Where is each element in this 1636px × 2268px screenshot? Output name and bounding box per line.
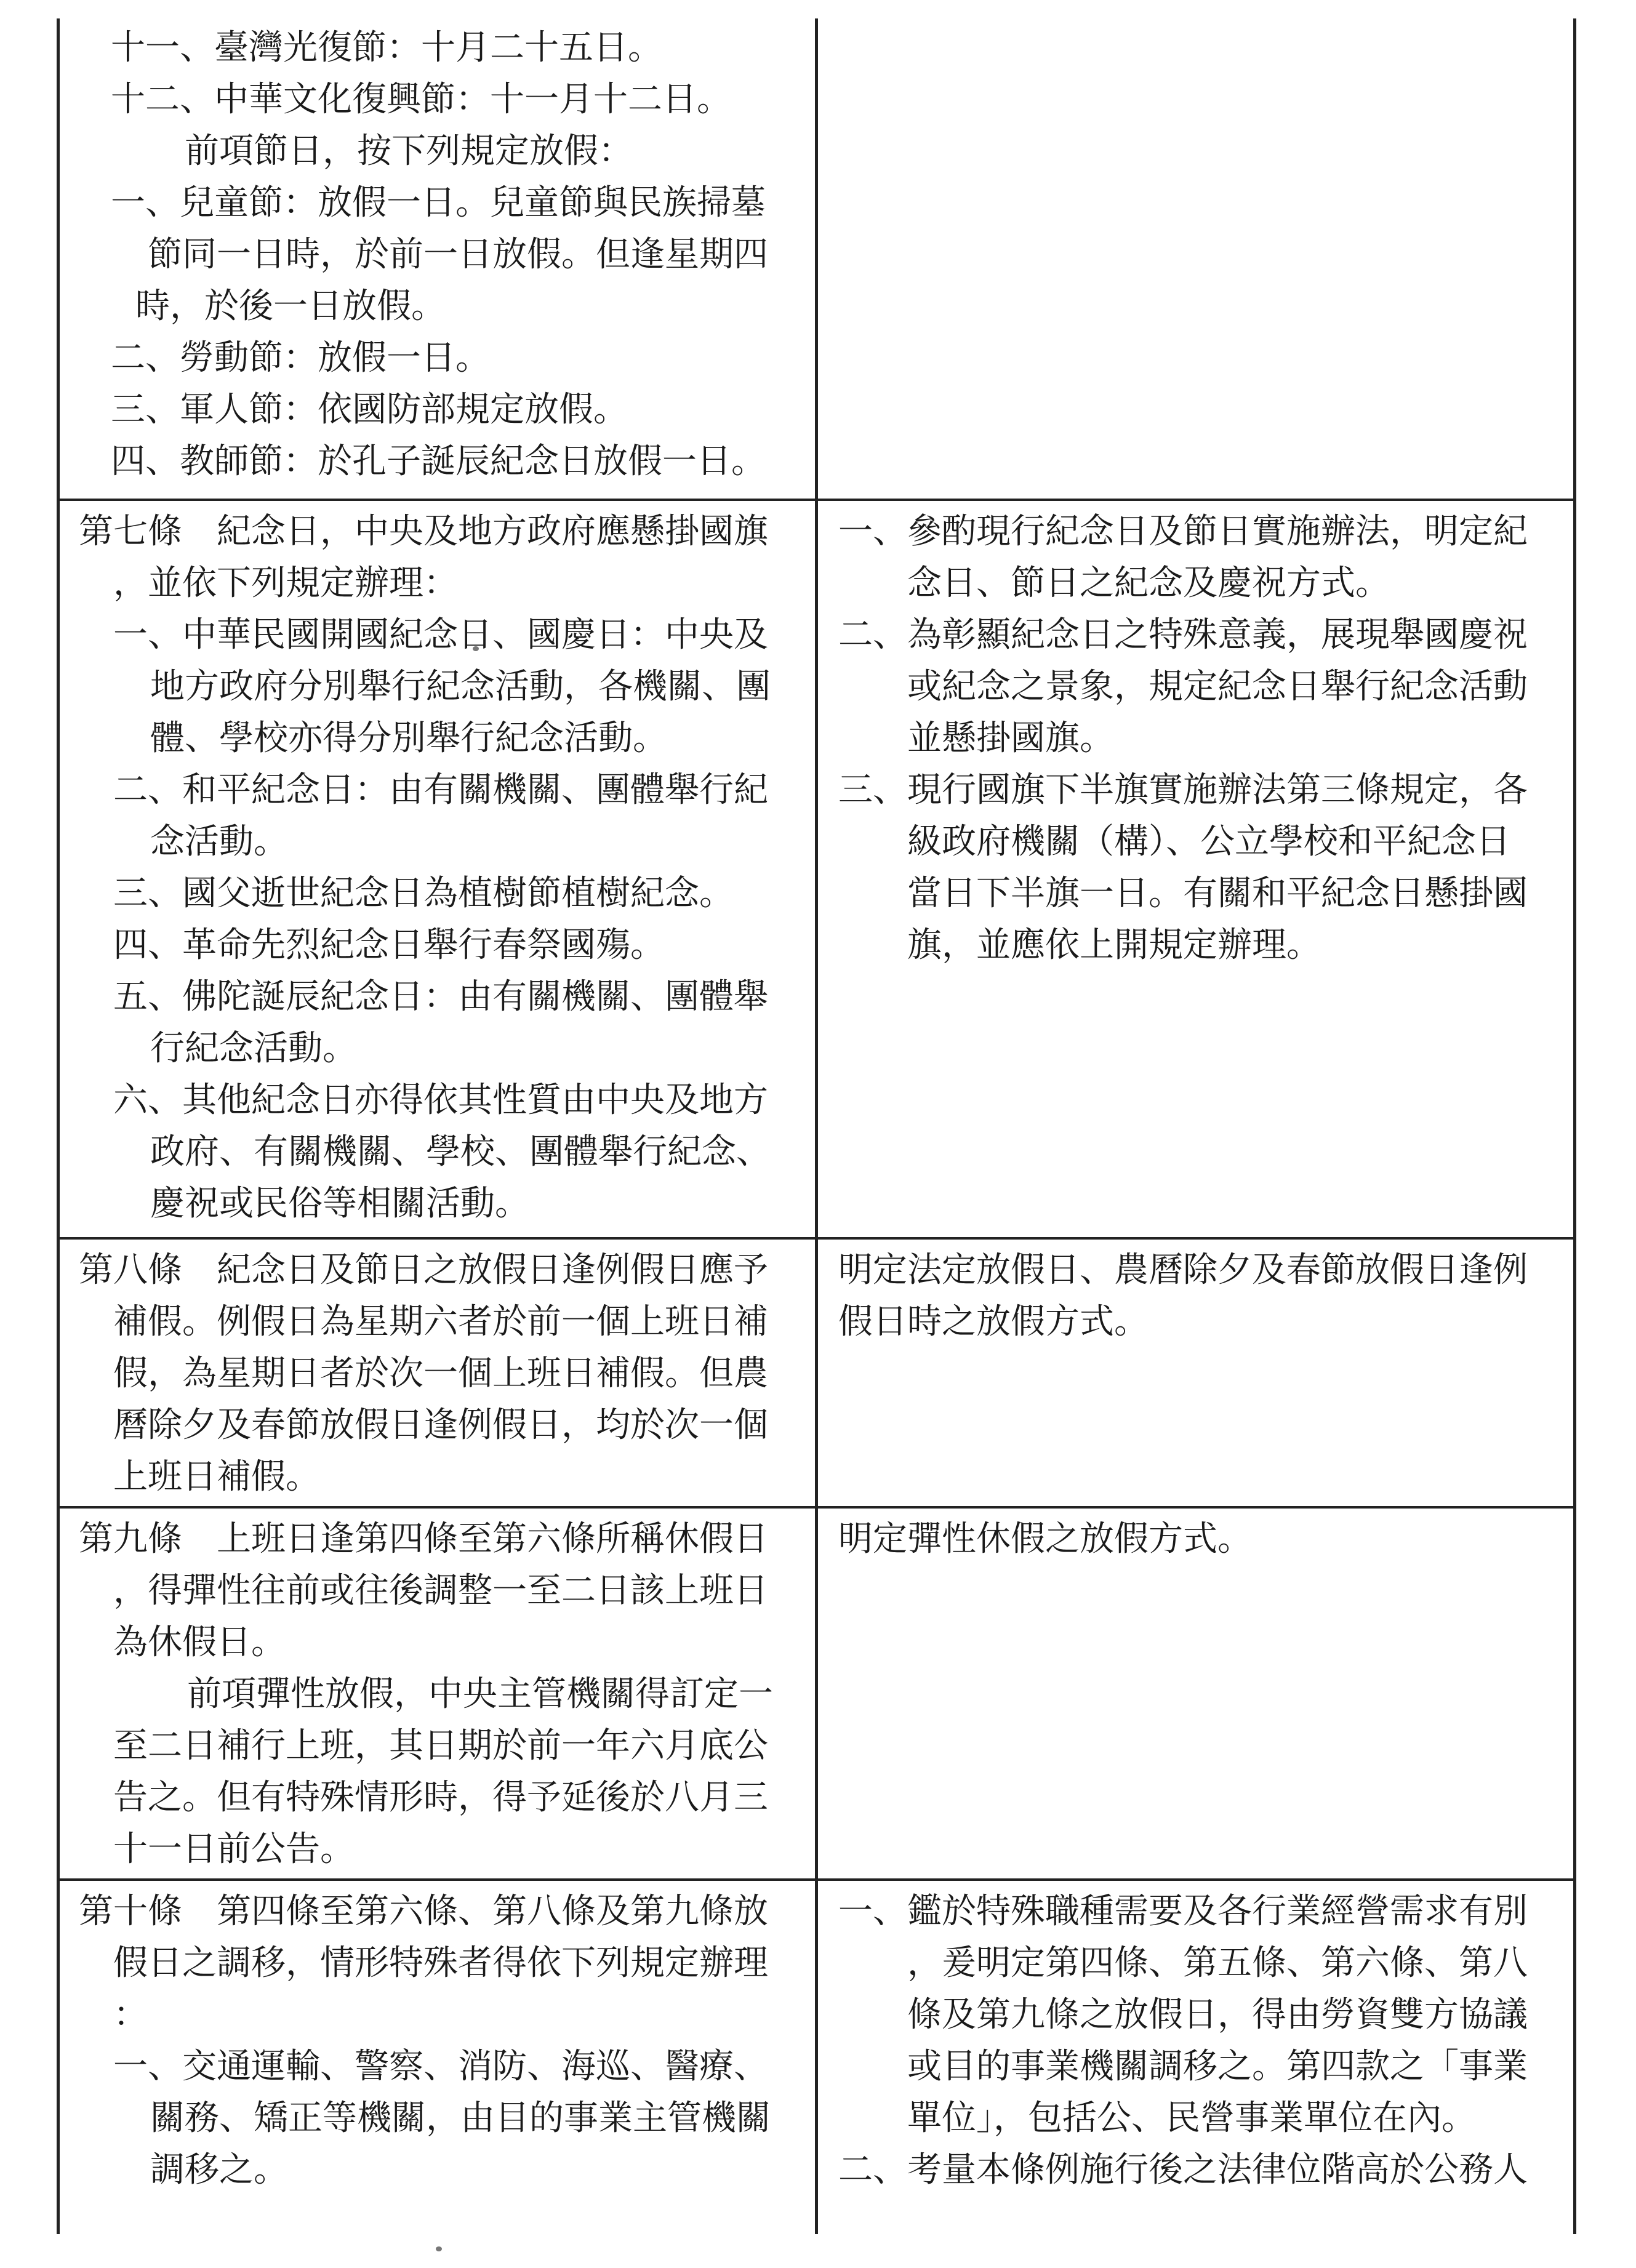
article-line: 假日之調移，情形特殊者得依下列規定辦理 xyxy=(113,1943,768,1983)
article-line: 六、其他紀念日亦得依其性質由中央及地方 xyxy=(113,1080,768,1120)
article-number: 第九條 xyxy=(79,1519,182,1559)
article-heading-line xyxy=(79,506,805,558)
explanation-line: 當日下半旗一日。有關和平紀念日懸掛國 xyxy=(907,873,1528,913)
article-number: 第八條 xyxy=(79,1250,182,1290)
explanation-line: 或紀念之景象，規定紀念日舉行紀念活動 xyxy=(907,667,1528,707)
explanation-line: 一、鑑於特殊職種需要及各行業經營需求有別 xyxy=(838,1891,1528,1931)
article-heading-line xyxy=(79,1886,805,1937)
row-1-provision xyxy=(111,22,800,487)
article-text: 紀念日及節日之放假日逢例假日應予 xyxy=(217,1250,768,1290)
article-line: 二、和平紀念日：由有關機關、團體舉行紀 xyxy=(113,770,768,810)
article-line: 前項彈性放假，中央主管機關得訂定一 xyxy=(187,1674,773,1714)
article-line: 假，為星期日者於次一個上班日補假。但農 xyxy=(113,1353,768,1393)
article-9-provision xyxy=(79,1513,805,1875)
article-line: 時，於後一日放假。 xyxy=(135,286,446,326)
row-divider xyxy=(57,499,1576,501)
article-line: ： xyxy=(113,1995,148,2035)
article-heading-line xyxy=(79,1513,805,1565)
article-line: 政府、有關機關、學校、團體舉行紀念、 xyxy=(150,1132,771,1172)
explanation-line: 明定法定放假日、農曆除夕及春節放假日逢例 xyxy=(838,1250,1528,1290)
article-text: 紀念日，中央及地方政府應懸掛國旗 xyxy=(217,511,768,551)
article-line: 為休假日。 xyxy=(113,1622,286,1662)
table-border-middle xyxy=(815,18,818,2234)
explanation-line: 假日時之放假方式。 xyxy=(838,1302,1149,1342)
explanation-line: 二、考量本條例施行後之法律位階高於公務人 xyxy=(838,2150,1528,2190)
article-number: 第七條 xyxy=(79,511,182,551)
article-number: 第十條 xyxy=(79,1891,182,1931)
article-10-provision xyxy=(79,1886,805,2196)
article-8-explanation xyxy=(838,1244,1565,1348)
explanation-line: 或目的事業機關調移之。第四款之「事業 xyxy=(907,2046,1528,2086)
explanation-line: 三、現行國旗下半旗實施辦法第三條規定，各 xyxy=(838,770,1528,810)
article-line: 地方政府分別舉行紀念活動，各機關、團 xyxy=(150,667,771,707)
article-line: 四、革命先烈紀念日舉行春祭國殤。 xyxy=(113,925,665,965)
article-line: 四、教師節：於孔子誕辰紀念日放假一日。 xyxy=(111,441,766,481)
explanation-line: 明定彈性休假之放假方式。 xyxy=(838,1519,1252,1559)
article-line: 慶祝或民俗等相關活動。 xyxy=(150,1184,529,1224)
article-line: 補假。例假日為星期六者於前一個上班日補 xyxy=(113,1302,768,1342)
article-line: 上班日補假。 xyxy=(113,1457,320,1497)
explanation-line: ，爰明定第四條、第五條、第六條、第八 xyxy=(907,1943,1528,1983)
explanation-line: 二、為彰顯紀念日之特殊意義，展現舉國慶祝 xyxy=(838,615,1528,655)
article-line: 前項節日，按下列規定放假： xyxy=(185,131,633,171)
explanation-line: 一、參酌現行紀念日及節日實施辦法，明定紀 xyxy=(838,511,1528,551)
article-line: 關務、矯正等機關，由目的事業主管機關 xyxy=(150,2098,771,2138)
article-heading-line xyxy=(79,1244,805,1296)
article-line: 行紀念活動。 xyxy=(150,1028,357,1068)
article-text: 第四條至第六條、第八條及第九條放 xyxy=(217,1891,768,1931)
article-line: ，得彈性往前或往後調整一至二日該上班日 xyxy=(113,1571,768,1611)
article-8-provision xyxy=(79,1244,805,1503)
article-line: 三、國父逝世紀念日為植樹節植樹紀念。 xyxy=(113,873,734,913)
article-line: 一、交通運輸、警察、消防、海巡、醫療、 xyxy=(113,2046,768,2086)
explanation-line: 念日、節日之紀念及慶祝方式。 xyxy=(907,563,1390,603)
article-line: 五、佛陀誕辰紀念日：由有關機關、團體舉 xyxy=(113,977,768,1017)
article-line: 曆除夕及春節放假日逢例假日，均於次一個 xyxy=(113,1405,768,1445)
article-line: 至二日補行上班，其日期於前一年六月底公 xyxy=(113,1726,768,1766)
row-divider xyxy=(57,1878,1576,1881)
row-divider xyxy=(57,1506,1576,1509)
article-10-explanation xyxy=(838,1886,1565,2196)
article-line: 節同一日時，於前一日放假。但逢星期四 xyxy=(148,234,768,274)
article-line: 三、軍人節：依國防部規定放假。 xyxy=(111,390,628,430)
table-border-left xyxy=(57,18,60,2234)
explanation-line: 並懸掛國旗。 xyxy=(907,718,1114,758)
article-line: 十二、中華文化復興節：十一月十二日。 xyxy=(111,79,731,119)
article-line: ，並依下列規定辦理： xyxy=(113,563,458,603)
article-line: 十一、臺灣光復節：十月二十五日。 xyxy=(111,28,662,68)
article-line: 調移之。 xyxy=(150,2150,288,2190)
article-line: 一、兒童節：放假一日。兒童節與民族掃墓 xyxy=(111,183,766,223)
article-line: 告之。但有特殊情形時，得予延後於八月三 xyxy=(113,1777,768,1817)
article-text: 上班日逢第四條至第六條所稱休假日 xyxy=(217,1519,768,1559)
article-line: 二、勞動節：放假一日。 xyxy=(111,338,490,378)
table-border-right xyxy=(1573,18,1576,2234)
explanation-line: 條及第九條之放假日，得由勞資雙方協議 xyxy=(907,1995,1528,2035)
article-line: 念活動。 xyxy=(150,822,288,862)
scan-speck xyxy=(436,2246,442,2251)
explanation-line: 旗，並應依上開規定辦理。 xyxy=(907,925,1321,965)
article-line: 體、學校亦得分別舉行紀念活動。 xyxy=(150,718,667,758)
explanation-line: 級政府機關（構）、公立學校和平紀念日 xyxy=(907,822,1510,862)
article-9-explanation xyxy=(838,1513,1565,1565)
article-7-explanation xyxy=(838,506,1565,971)
row-divider xyxy=(57,1237,1576,1240)
article-line: 十一日前公告。 xyxy=(113,1829,355,1869)
explanation-line: 單位」，包括公、民營事業單位在內。 xyxy=(907,2098,1476,2138)
article-7-provision xyxy=(79,506,805,1230)
article-line: 一、中華民國開國紀念日、國慶日：中央及 xyxy=(113,615,768,655)
